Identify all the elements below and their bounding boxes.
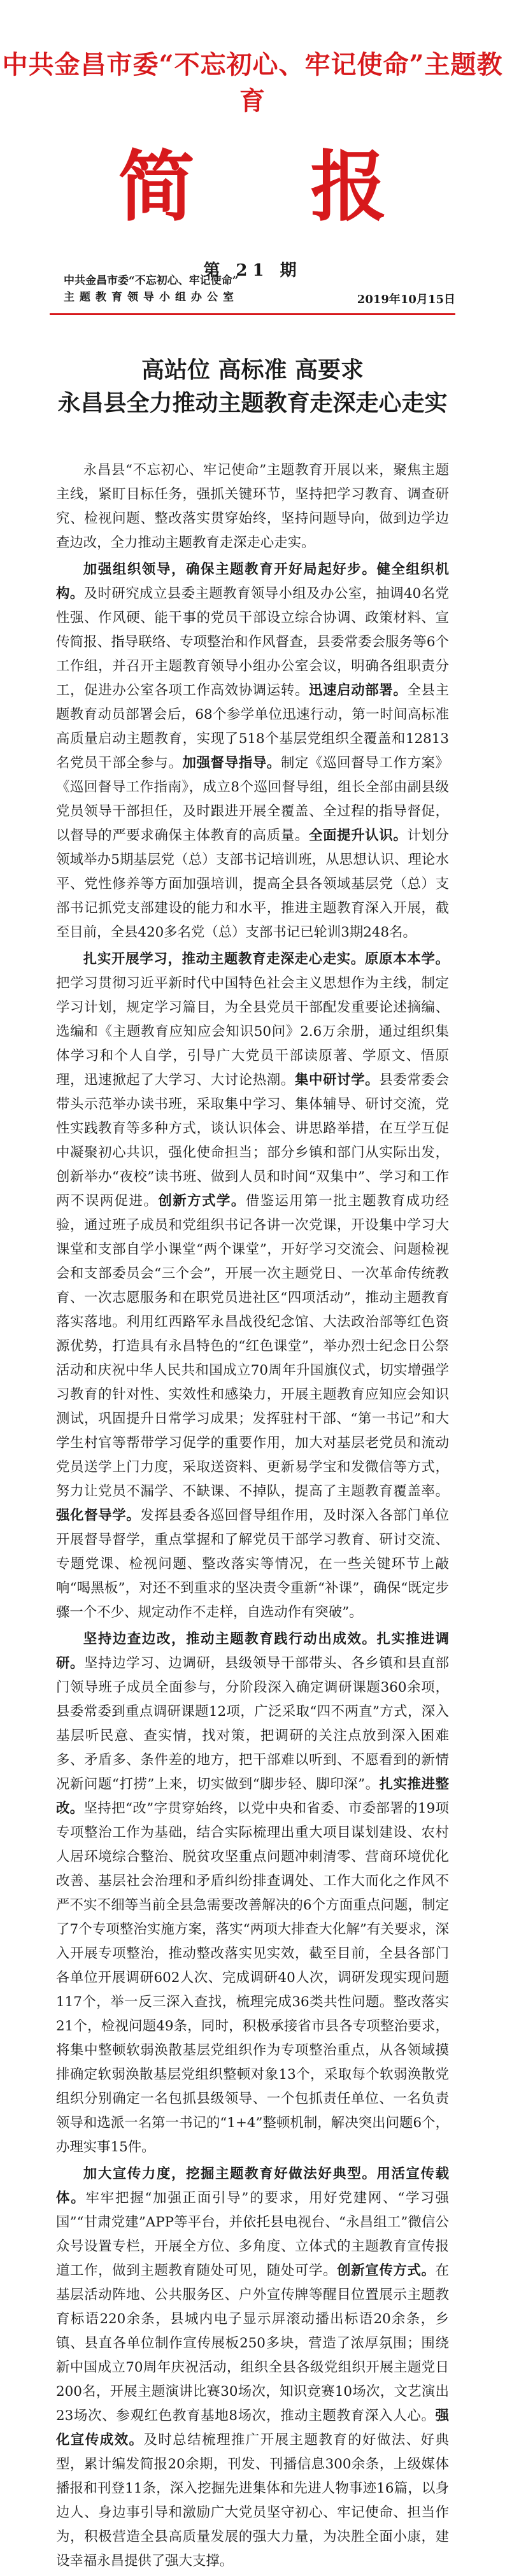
article-headline (0, 353, 505, 420)
organization-line: 中共金昌市委“不忘初心、牢记使命”主题教育 (2, 50, 503, 116)
subsection-lead: 强化宣传成效。 (56, 2408, 449, 2448)
section-lead: 扎实开展学习，推动主题教育走深走心走实。 (83, 951, 366, 967)
headline-line-2: 永昌县全力推动主题教育走深走心走实 (57, 390, 448, 416)
subsection-lead: 全面提升认识。 (309, 828, 408, 844)
subsection-lead: 创新方式学。 (158, 1193, 246, 1209)
issuer-line-1: 中共金昌市委“不忘初心、牢记使命” (64, 274, 239, 287)
subsection-lead: 扎实推进调研。 (56, 1631, 449, 1671)
subsection-lead: 原原本本学。 (365, 951, 449, 967)
subsection-lead: 扎实推进整改。 (56, 1776, 449, 1816)
issue-number: 第 21 期 (203, 261, 302, 280)
subsection-lead: 迅速启动部署。 (309, 683, 408, 698)
paragraph-rectification: 坚持边查边改，推动主题教育践行动出成效。扎实推进调研。坚持边学习、边调研，县级领导干部带头、各乡镇和县直部门领导班子成员全面参与，分阶段深入确定调研课题360余项，县委常委到重点调研课题12项，广泛采取“四不两直”方式，深入基层听民意、查实情，找对策，把调研的关注点放到深入困难多、矛盾多、条件差的地方，把干部难以听到、不愿看到的新情况新问题“打捞”上来，切实做到“脚步轻、脚印深”。扎实推进整改。坚持把“改”字贯穿始终，以党中央和省委、市委部署的19项专项整治工作为基础，结合实际梳理出重大项目谋划建设、农村人居环境综合整治、脱贫攻坚重点问题冲刺清零、营商环境优化改善、基层社会治理和矛盾纠纷排查调处、工作大而化之作风不严不实不细等当前全县急需要改善解决的6个方面重点问题，制定了7个专项整治实施方案，落实“两项大排查大化解”有关要求，深入开展专项整治，推动整改落实见实效，截至目前，全县各部门各单位开展调研602人次、完成调研40人次，调研发现实现问题117个，举一反三深入查找，梳理完成36类共性问题。整改落实21个，检视问题49条，同时，积极承接省市县各专项整治要求，将集中整顿软弱涣散基层党组织作为专项整治重点，从各领域摸排确定软弱涣散基层党组织整顿对象13个，采取每个软弱涣散党组织分别确定一名包抓县级领导、一个包抓责任单位、一名负责领导和选派一名第一书记的“1+4”整顿机制，解决突出问题6个，办理实事15件。 (56, 1631, 449, 2155)
paragraph-publicity: 加大宣传力度，挖掘主题教育好做法好典型。用活宣传载体。牢牢把握“加强正面引导”的要求，用好党建网、“学习强国”“甘肃党建”APP等平台，并依托县电视台、“永昌组工”微信公众号设置专栏，开展全方位、多角度、立体式的主题教育宣传报道工作，做到主题教育随处可见，随处可学。创新宣传方式。在基层活动阵地、公共服务区、户外宣传牌等醒目位置展示主题教育标语220余条，县城内电子显示屏滚动播出标语20余条，乡镇、县直各单位制作宣传展板250多块，营造了浓厚氛围；围绕新中国成立70周年庆祝活动，组织全县各级党组织开展主题党日200名，开展主题演讲比赛30场次，知识竞赛10场次，文艺演出23场次、参观红色教育基地8场次，推动主题教育深入人心。强化宣传成效。及时总结梳理推广开展主题教育的好做法、好典型，累计编发简报20余期，刊发、刊播信息300余条，上级媒体播报和刊登11条，深入挖掘先进集体和先进人物事迹16篇，以身边人、身边事引导和激励广大党员坚守初心、牢记使命、担当作为，积极营造全县高质量发展的强大力量，为决胜全面小康，建设幸福永昌提供了强大支撑。 (56, 2166, 449, 2569)
subsection-lead: 强化督导学。 (56, 1508, 141, 1524)
issuer-line-2: 主题教育领导小组办公室 (64, 291, 239, 304)
issue-date: 2019年10月15日 (357, 293, 455, 306)
section-lead: 加强组织领导，确保主题教育开好局起好步。 (83, 562, 377, 577)
red-divider (50, 313, 455, 315)
subsection-lead: 用活宣传载体。 (56, 2166, 449, 2206)
subsection-lead: 创新宣传方式。 (337, 2263, 436, 2279)
section-lead: 加大宣传力度，挖掘主题教育好做法好典型。 (83, 2166, 377, 2182)
subsection-lead: 健全组织机构。 (56, 562, 449, 602)
bulletin-title: 简 报 (118, 142, 432, 232)
article-body (56, 458, 449, 2576)
intro-paragraph: 永昌县“不忘初心、牢记使命”主题教育开展以来，聚焦主题主线，紧盯目标任务，强抓关键环节，坚持把学习教育、调查研究、检视问题、整改落实贯穿始终，坚持问题导向，做到边学边查边改，全力推动主题教育走深走心走实。 (56, 462, 449, 551)
paragraph-organization: 加强组织领导，确保主题教育开好局起好步。健全组织机构。及时研究成立县委主题教育领导小组及办公室，抽调40名党性强、作风硬、能干事的党员干部设立综合协调、政策材料、宣传简报、指导联络、专项整治和作风督查，县委常委会服务等6个工作组，并召开主题教育领导小组办公室会议，明确各组职责分工，促进办公室各项工作高效协调运转。迅速启动部署。全县主题教育动员部署会后，68个参学单位迅速行动，第一时间高标准高质量启动主题教育，实现了518个基层党组织全覆盖和12813名党员干部全参与。加强督导指导。制定《巡回督导工作方案》《巡回督导工作指南》，成立8个巡回督导组，组长全部由副县级党员领导干部担任，及时跟进开展全覆盖、全过程的指导督促，以督导的严要求确保主体教育的高质量。全面提升认识。计划分领域举办5期基层党（总）支部书记培训班，从思想认识、理论水平、党性修养等方面加强培训，提高全县各领域基层党（总）支部书记抓党支部建设的能力和水平，推进主题教育深入开展，截至目前，全县420多名党（总）支部书记已轮训3期248名。 (56, 562, 449, 940)
subsection-lead: 加强督导指导。 (182, 755, 281, 771)
paragraph-study: 扎实开展学习，推动主题教育走深走心走实。原原本本学。把学习贯彻习近平新时代中国特色社会主义思想作为主线，制定学习计划，规定学习篇目，为全县党员干部配发重要论述摘编、选编和《主题教育应知应会知识50问》2.6万余册，通过组织集体学习和个人自学，引导广大党员干部读原著、学原文、悟原理，迅速掀起了大学习、大讨论热潮。集中研讨学。县委常委会带头示范举办读书班，采取集中学习、集体辅导、研讨交流，党性实践教育等多种方式，谈认识体会、讲思路举措，在互学互促中凝聚初心共识，强化使命担当；部分乡镇和部门从实际出发，创新举办“夜校”读书班、做到人员和时间“双集中”、学习和工作两不误两促进。创新方式学。借鉴运用第一批主题教育成功经验，通过班子成员和党组织书记各讲一次党课，开设集中学习大课堂和支部自学小课堂“两个课堂”，开好学习交流会、问题检视会和支部委员会“三个会”，开展一次主题党日、一次革命传统教育、一次志愿服务和在职党员进社区“四项活动”，推动主题教育落实落地。利用红西路军永昌战役纪念馆、大法政治部等红色资源优势，打造具有永昌特色的“红色课堂”，举办烈士纪念日公祭活动和庆祝中华人民共和国成立70周年升国旗仪式，切实增强学习教育的针对性、实效性和感染力，开展主题教育应知应会知识测试，巩固提升日常学习成果；发挥驻村干部、“第一书记”和大学生村官等帮带学习促学的重要作用，加大对基层老党员和流动党员送学上门力度，采取送资料、更新易学宝和发微信等方式，努力让党员不漏学、不缺课、不掉队，提高了主题教育覆盖率。强化督导学。发挥县委各巡回督导组作用，及时深入各部门单位开展督导督学，重点掌握和了解党员干部学习教育、研讨交流、专题党课、检视问题、整改落实等情况，在一些关键环节上敲响“喝黑板”，对还不到重求的坚决责令重新“补课”，确保“既定步骤一个不少、规定动作不走样，自选动作有突破”。 (56, 951, 449, 1620)
section-lead: 坚持边查边改，推动主题教育践行动出成效。 (83, 1631, 377, 1647)
issuer-row (64, 272, 455, 308)
issuer (64, 272, 239, 306)
headline-line-1: 高站位 高标准 高要求 (141, 357, 364, 383)
subsection-lead: 集中研讨学。 (295, 1072, 380, 1088)
